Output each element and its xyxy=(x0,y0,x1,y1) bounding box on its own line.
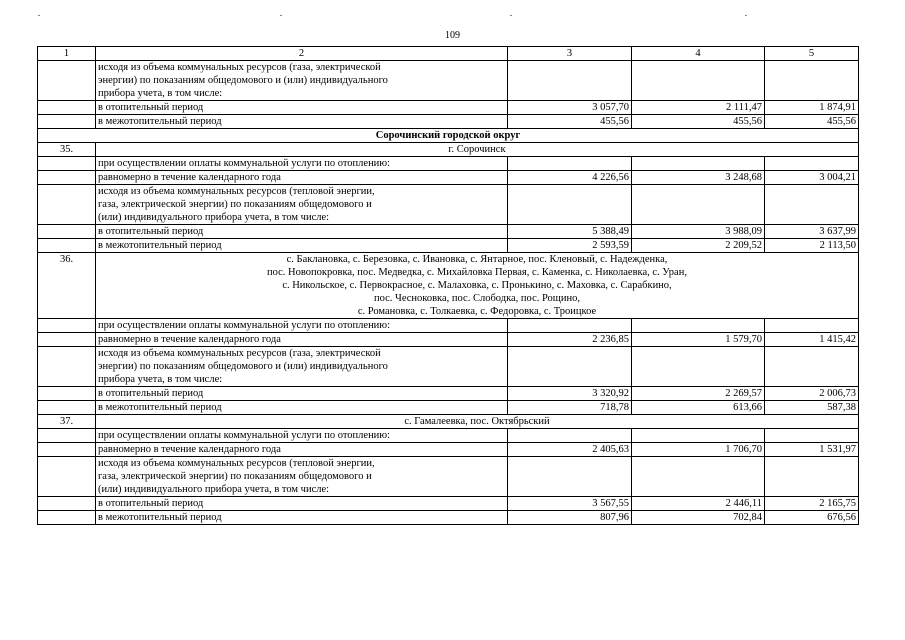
row-number xyxy=(38,101,96,115)
value-col-3 xyxy=(508,457,632,497)
row-number xyxy=(38,443,96,457)
row-description xyxy=(96,185,508,225)
text-line: исходя из объема коммунальных ресурсов (газа, электрической xyxy=(98,62,381,73)
locality-list xyxy=(96,253,859,319)
value-col-3 xyxy=(508,347,632,387)
text-line: прибора учета, в том числе: xyxy=(98,88,223,99)
row-number xyxy=(38,347,96,387)
table-row xyxy=(38,401,859,415)
header-cell-2: 2 xyxy=(96,47,508,61)
text-line: газа, электрической энергии) по показаниям общедомового и xyxy=(98,199,372,210)
table-row xyxy=(38,115,859,129)
text-line: г. Сорочинск xyxy=(448,144,506,155)
scan-speck xyxy=(510,15,512,16)
value-col-5: 2 165,75 xyxy=(765,497,859,511)
page-number: 109 xyxy=(445,30,460,41)
row-number xyxy=(38,497,96,511)
row-description: в отопительный период xyxy=(96,387,508,401)
row-number xyxy=(38,457,96,497)
value-col-4 xyxy=(632,319,765,333)
table-row xyxy=(38,497,859,511)
value-col-5: 587,38 xyxy=(765,401,859,415)
row-number: 37. xyxy=(38,415,96,429)
locality-list xyxy=(96,415,859,429)
scan-speck xyxy=(280,15,282,16)
row-description: в межотопительный период xyxy=(96,511,508,525)
row-number xyxy=(38,171,96,185)
row-description: в отопительный период xyxy=(96,101,508,115)
row-description: в межотопительный период xyxy=(96,401,508,415)
value-col-4: 455,56 xyxy=(632,115,765,129)
value-col-5: 1 531,97 xyxy=(765,443,859,457)
value-col-3 xyxy=(508,429,632,443)
value-col-5: 2 006,73 xyxy=(765,387,859,401)
scan-speck xyxy=(38,15,40,16)
row-description xyxy=(96,457,508,497)
value-col-4: 2 209,52 xyxy=(632,239,765,253)
row-description xyxy=(96,61,508,101)
value-col-5: 455,56 xyxy=(765,115,859,129)
value-col-3: 807,96 xyxy=(508,511,632,525)
text-line: исходя из объема коммунальных ресурсов (тепловой энергии, xyxy=(98,186,375,197)
value-col-5 xyxy=(765,457,859,497)
text-line: с. Гамалеевка, пос. Октябрьский xyxy=(404,416,550,427)
table-row xyxy=(38,387,859,401)
table-row xyxy=(38,239,859,253)
text-line: с. Романовка, с. Толкаевка, с. Федоровка, с. Троицкое xyxy=(357,306,597,317)
row-description: в отопительный период xyxy=(96,225,508,239)
table-row xyxy=(38,333,859,347)
row-number xyxy=(38,225,96,239)
text-line: исходя из объема коммунальных ресурсов (тепловой энергии, xyxy=(98,458,375,469)
value-col-5 xyxy=(765,61,859,101)
value-col-3 xyxy=(508,61,632,101)
value-col-5: 1 874,91 xyxy=(765,101,859,115)
header-cell-3: 3 xyxy=(508,47,632,61)
row-description: равномерно в течение календарного года xyxy=(96,171,508,185)
value-col-5: 1 415,42 xyxy=(765,333,859,347)
row-description: равномерно в течение календарного года xyxy=(96,443,508,457)
value-col-3: 455,56 xyxy=(508,115,632,129)
value-col-5 xyxy=(765,319,859,333)
row-number xyxy=(38,239,96,253)
row-description: в межотопительный период xyxy=(96,239,508,253)
table-row xyxy=(38,443,859,457)
value-col-4: 3 248,68 xyxy=(632,171,765,185)
value-col-3: 3 567,55 xyxy=(508,497,632,511)
value-col-4 xyxy=(632,429,765,443)
value-col-5: 2 113,50 xyxy=(765,239,859,253)
value-col-3 xyxy=(508,185,632,225)
text-line: пос. Чесноковка, пос. Слободка, пос. Рощино, xyxy=(373,293,581,304)
table-row xyxy=(38,319,859,333)
value-col-4: 613,66 xyxy=(632,401,765,415)
value-col-4: 2 269,57 xyxy=(632,387,765,401)
text-line: исходя из объема коммунальных ресурсов (газа, электрической xyxy=(98,348,381,359)
value-col-4 xyxy=(632,457,765,497)
value-col-3 xyxy=(508,319,632,333)
value-col-4 xyxy=(632,61,765,101)
table-row xyxy=(38,101,859,115)
row-number xyxy=(38,387,96,401)
text-line: энергии) по показаниям общедомового и (или) индивидуального xyxy=(98,361,388,372)
value-col-4: 1 579,70 xyxy=(632,333,765,347)
row-description xyxy=(96,347,508,387)
value-col-3: 3 320,92 xyxy=(508,387,632,401)
table-row xyxy=(38,185,859,225)
value-col-4: 1 706,70 xyxy=(632,443,765,457)
scan-speck xyxy=(745,15,747,16)
header-row xyxy=(38,47,859,61)
text-line: прибора учета, в том числе: xyxy=(98,374,223,385)
text-line: энергии) по показаниям общедомового и (или) индивидуального xyxy=(98,75,388,86)
header-cell-5: 5 xyxy=(765,47,859,61)
value-col-3: 3 057,70 xyxy=(508,101,632,115)
text-line: газа, электрической энергии) по показаниям общедомового и xyxy=(98,471,372,482)
section-row xyxy=(38,129,859,143)
row-description: при осуществлении оплаты коммунальной услуги по отоплению: xyxy=(96,429,508,443)
locality-row xyxy=(38,253,859,319)
row-number xyxy=(38,429,96,443)
value-col-3: 2 236,85 xyxy=(508,333,632,347)
value-col-3: 2 405,63 xyxy=(508,443,632,457)
table-row xyxy=(38,157,859,171)
text-line: с. Баклановка, с. Березовка, с. Ивановка, с. Янтарное, пос. Кленовый, с. Надежденка, xyxy=(286,254,668,265)
row-description: равномерно в течение календарного года xyxy=(96,333,508,347)
row-number xyxy=(38,401,96,415)
value-col-5: 3 004,21 xyxy=(765,171,859,185)
row-number: 35. xyxy=(38,143,96,157)
text-line: с. Никольское, с. Первокрасное, с. Малаховка, с. Пронькино, с. Маховка, с. Сарабкино, xyxy=(282,280,672,291)
header-cell-1: 1 xyxy=(38,47,96,61)
section-title: Сорочинский городской округ xyxy=(38,129,859,143)
table-row xyxy=(38,511,859,525)
row-number xyxy=(38,333,96,347)
value-col-5 xyxy=(765,157,859,171)
locality-list xyxy=(96,143,859,157)
text-line: пос. Новопокровка, пос. Медведка, с. Михайловка Первая, с. Каменка, с. Николаевка, с. Уран, xyxy=(267,267,687,278)
value-col-4: 702,84 xyxy=(632,511,765,525)
tariff-table xyxy=(37,46,859,525)
text-line: (или) индивидуального прибора учета, в том числе: xyxy=(98,484,330,495)
value-col-4: 3 988,09 xyxy=(632,225,765,239)
value-col-4 xyxy=(632,185,765,225)
row-number xyxy=(38,511,96,525)
row-description: в межотопительный период xyxy=(96,115,508,129)
value-col-5 xyxy=(765,185,859,225)
value-col-3: 2 593,59 xyxy=(508,239,632,253)
row-description: в отопительный период xyxy=(96,497,508,511)
row-number: 36. xyxy=(38,253,96,319)
table-row xyxy=(38,61,859,101)
row-number xyxy=(38,157,96,171)
value-col-4 xyxy=(632,157,765,171)
value-col-4 xyxy=(632,347,765,387)
row-number xyxy=(38,319,96,333)
table-row xyxy=(38,347,859,387)
value-col-3: 5 388,49 xyxy=(508,225,632,239)
text-line: (или) индивидуального прибора учета, в том числе: xyxy=(98,212,330,223)
value-col-3: 718,78 xyxy=(508,401,632,415)
value-col-5 xyxy=(765,347,859,387)
value-col-4: 2 446,11 xyxy=(632,497,765,511)
row-number xyxy=(38,115,96,129)
value-col-5 xyxy=(765,429,859,443)
value-col-3: 4 226,56 xyxy=(508,171,632,185)
locality-row xyxy=(38,143,859,157)
row-number xyxy=(38,185,96,225)
row-description: при осуществлении оплаты коммунальной услуги по отоплению: xyxy=(96,157,508,171)
table-row xyxy=(38,457,859,497)
value-col-5: 3 637,99 xyxy=(765,225,859,239)
row-number xyxy=(38,61,96,101)
value-col-4: 2 111,47 xyxy=(632,101,765,115)
row-description: при осуществлении оплаты коммунальной услуги по отоплению: xyxy=(96,319,508,333)
header-cell-4: 4 xyxy=(632,47,765,61)
table-row xyxy=(38,171,859,185)
locality-row xyxy=(38,415,859,429)
value-col-3 xyxy=(508,157,632,171)
value-col-5: 676,56 xyxy=(765,511,859,525)
table-row xyxy=(38,225,859,239)
table-row xyxy=(38,429,859,443)
